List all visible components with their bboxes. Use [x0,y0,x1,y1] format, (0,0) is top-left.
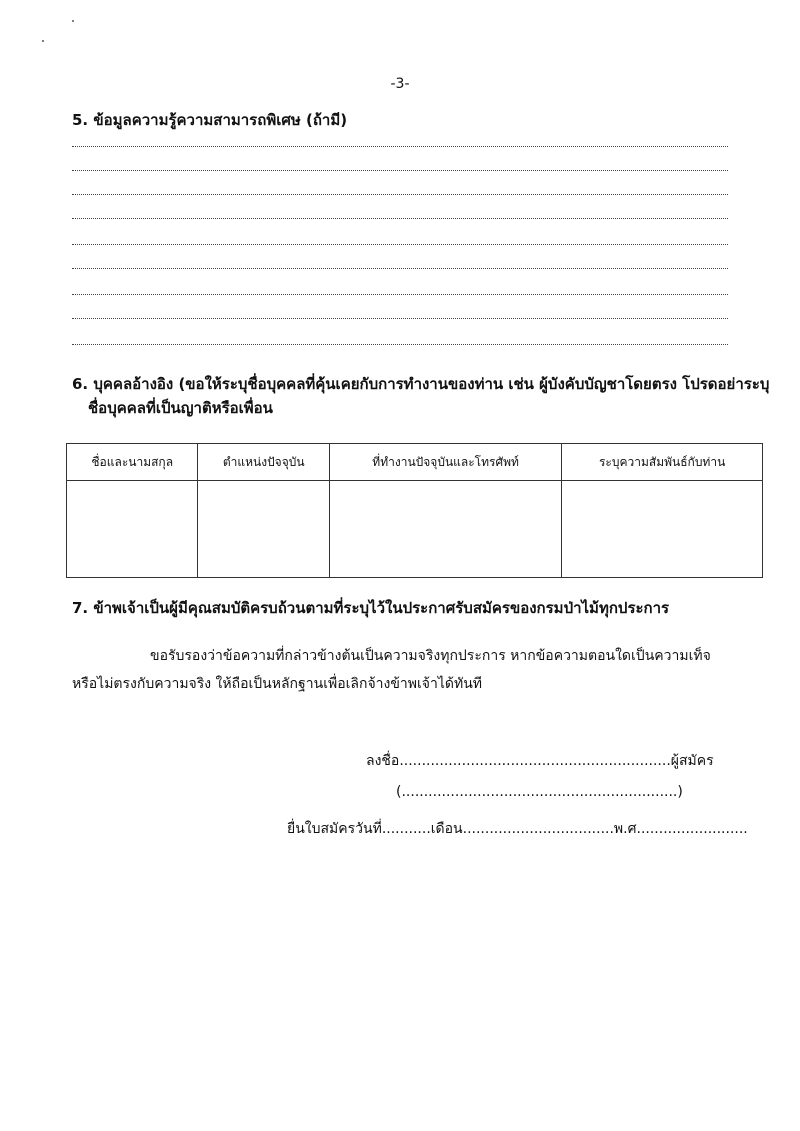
cell-position[interactable] [198,481,330,578]
blank-line[interactable] [72,146,728,147]
scan-speck [72,20,74,22]
section5-heading: 5. ข้อมูลความรู้ความสามารถพิเศษ (ถ้ามี) [72,111,348,129]
certification-line1: ขอรับรองว่าข้อความที่กล่าวข้างต้นเป็นความจริงทุกประการ หากข้อความตอนใดเป็นความเท็จ [150,648,711,664]
blank-line[interactable] [72,268,728,269]
blank-line[interactable] [72,344,728,345]
cell-relationship[interactable] [562,481,763,578]
printed-name-line[interactable]: (..............................................................) [396,784,683,800]
section6-heading: 6. บุคคลอ้างอิง (ขอให้ระบุชื่อบุคคลที่คุ้นเคยกับการทำงานของท่าน เช่น ผู้บังคับบัญชาโดยตรง โปรดอย่าระบุ [72,375,770,393]
table-row [67,481,763,578]
reference-table [66,443,763,578]
blank-line[interactable] [72,194,728,195]
col-header-name: ชื่อและนามสกุล [67,444,198,481]
blank-line[interactable] [72,294,728,295]
cell-workplace-phone[interactable] [329,481,561,578]
scan-speck [42,40,44,42]
blank-line[interactable] [72,244,728,245]
table-header-row [67,444,763,481]
certification-line2: หรือไม่ตรงกับความจริง ให้ถือเป็นหลักฐานเพื่อเลิกจ้างข้าพเจ้าได้ทันที [72,676,483,692]
blank-line[interactable] [72,170,728,171]
col-header-position: ตำแหน่งปัจจุบัน [198,444,330,481]
section6-heading-cont: ชื่อบุคคลที่เป็นญาติหรือเพื่อน [88,399,273,417]
cell-name[interactable] [67,481,198,578]
signature-line[interactable]: ลงชื่อ.............................................................ผู้สมัคร [366,753,714,769]
col-header-workplace-phone: ที่ทำงานปัจจุบันและโทรศัพท์ [329,444,561,481]
application-date-line[interactable]: ยื่นใบสมัครวันที่...........เดือน..................................พ.ศ......................... [287,821,748,837]
page-number: -3- [390,76,410,92]
blank-line[interactable] [72,318,728,319]
section7-heading: 7. ข้าพเจ้าเป็นผู้มีคุณสมบัติครบถ้วนตามที่ระบุไว้ในประกาศรับสมัครของกรมป่าไม้ทุกประการ [72,599,670,617]
blank-line[interactable] [72,218,728,219]
col-header-relationship: ระบุความสัมพันธ์กับท่าน [562,444,763,481]
